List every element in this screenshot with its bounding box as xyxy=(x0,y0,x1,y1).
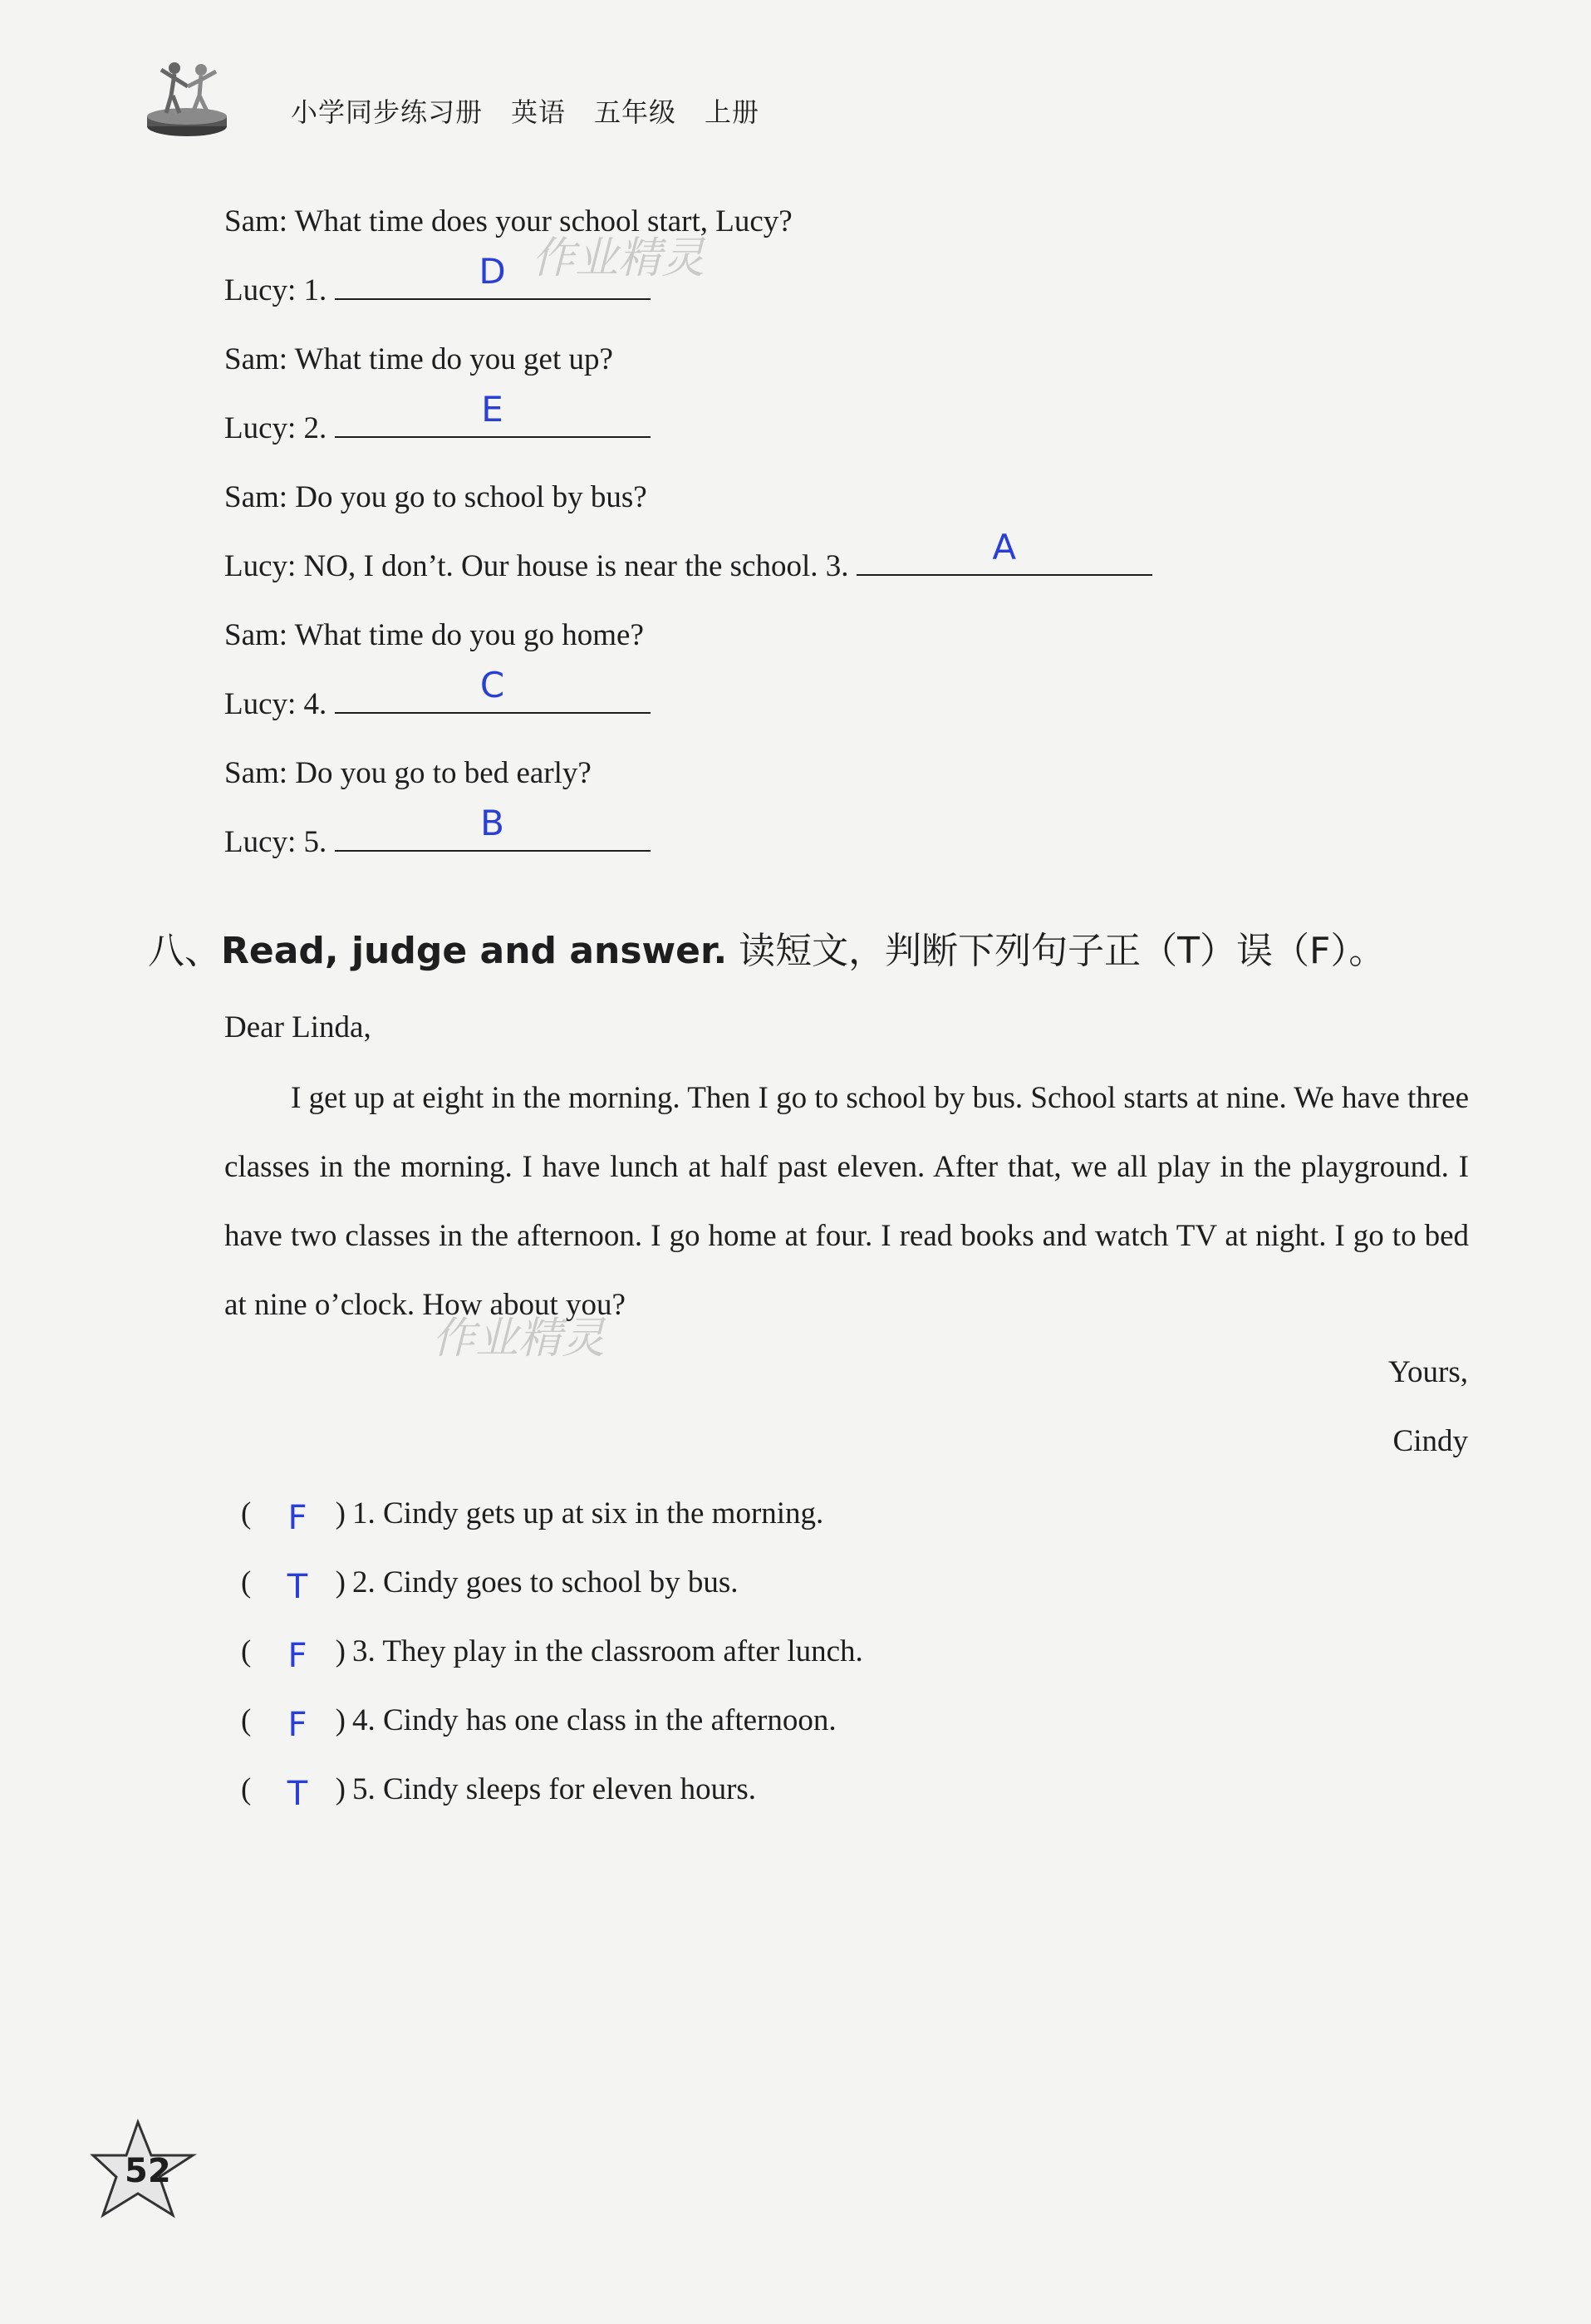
dialogue-prefix: Lucy: NO, I don’t. Our house is near the school. 3. xyxy=(224,549,849,583)
judge-item-3 xyxy=(241,1634,863,1675)
judge-statement: 3. They play in the classroom after lunch. xyxy=(352,1634,863,1668)
dialogue-line-3: Sam: Do you go to school by bus? xyxy=(224,480,647,514)
letter-greeting: Dear Linda, xyxy=(224,1010,371,1044)
page-number: 52 xyxy=(125,2152,171,2190)
judge-answer: F xyxy=(287,1637,307,1675)
judge-answer: F xyxy=(287,1499,307,1537)
judge-item-2 xyxy=(241,1565,739,1606)
answer-value: E xyxy=(481,389,503,430)
section-heading xyxy=(148,921,1385,974)
judge-statement: 2. Cindy goes to school by bus. xyxy=(352,1565,739,1599)
judge-answer-box[interactable]: ( F ) xyxy=(241,1703,346,1744)
dancers-logo-icon xyxy=(141,58,233,141)
watermark: 作业精灵 xyxy=(532,233,705,283)
dialogue-prefix: Lucy: 4. xyxy=(224,687,327,721)
judge-statement: 4. Cindy has one class in the afternoon. xyxy=(352,1703,837,1737)
header-title: 小学同步练习册 xyxy=(291,96,484,128)
section-title-en: Read, judge and answer. xyxy=(221,930,728,972)
judge-statement: 1. Cindy gets up at six in the morning. xyxy=(352,1496,824,1530)
answer-blank-5[interactable] xyxy=(335,803,651,852)
judge-answer-box[interactable]: ( F ) xyxy=(241,1496,346,1537)
judge-answer-box[interactable]: ( T ) xyxy=(241,1565,346,1606)
dialogue-answer-3 xyxy=(224,527,1152,584)
header-subject: 英语 xyxy=(511,96,567,128)
judge-answer: F xyxy=(287,1706,307,1744)
dialogue-answer-2 xyxy=(224,389,651,446)
watermark: 作业精灵 xyxy=(432,1314,606,1363)
book-header xyxy=(291,91,788,130)
dialogue-prefix: Lucy: 5. xyxy=(224,825,327,859)
dialogue-line-2: Sam: What time do you get up? xyxy=(224,342,613,376)
judge-answer: T xyxy=(287,1775,308,1813)
dialogue-prefix: Lucy: 2. xyxy=(224,411,327,445)
judge-item-1 xyxy=(241,1496,824,1537)
dialogue-prefix: Lucy: 1. xyxy=(224,273,327,307)
letter-closing: Yours, xyxy=(1388,1355,1468,1389)
answer-blank-2[interactable] xyxy=(335,389,651,438)
letter-signature: Cindy xyxy=(1392,1424,1468,1458)
judge-answer-box[interactable]: ( T ) xyxy=(241,1772,346,1813)
letter-body: I get up at eight in the morning. Then I go to school by bus. School starts at nine. We have three classes in the morning. I have lunch at half past eleven. After that, we all play in the playground. I have two classes in the afternoon. I go home at four. I read books and watch TV at night. I go to bed at nine o’clock. How about you? xyxy=(224,1081,1469,1322)
judge-answer: T xyxy=(287,1568,308,1606)
judge-item-5 xyxy=(241,1771,757,1813)
answer-value: B xyxy=(480,803,504,843)
section-number: 八、 xyxy=(148,930,221,972)
answer-value: A xyxy=(992,527,1017,567)
dialogue-answer-4 xyxy=(224,665,651,722)
answer-blank-4[interactable] xyxy=(335,665,651,714)
judge-statement: 5. Cindy sleeps for eleven hours. xyxy=(352,1772,757,1806)
dialogue-line-4: Sam: What time do you go home? xyxy=(224,618,644,652)
answer-blank-3[interactable] xyxy=(857,527,1152,576)
section-title-cn: 读短文，判断下列句子正（T）误（F）。 xyxy=(739,930,1386,972)
answer-value: C xyxy=(479,665,505,705)
header-grade: 五年级 xyxy=(594,96,677,128)
judge-answer-box[interactable]: ( F ) xyxy=(241,1634,346,1675)
dialogue-line-5: Sam: Do you go to bed early? xyxy=(224,756,592,790)
answer-value: D xyxy=(479,251,506,292)
header-volume: 上册 xyxy=(705,96,760,128)
dialogue-line-1: Sam: What time does your school start, Lucy? xyxy=(224,204,793,238)
judge-item-4 xyxy=(241,1702,837,1744)
dialogue-answer-5 xyxy=(224,803,651,860)
